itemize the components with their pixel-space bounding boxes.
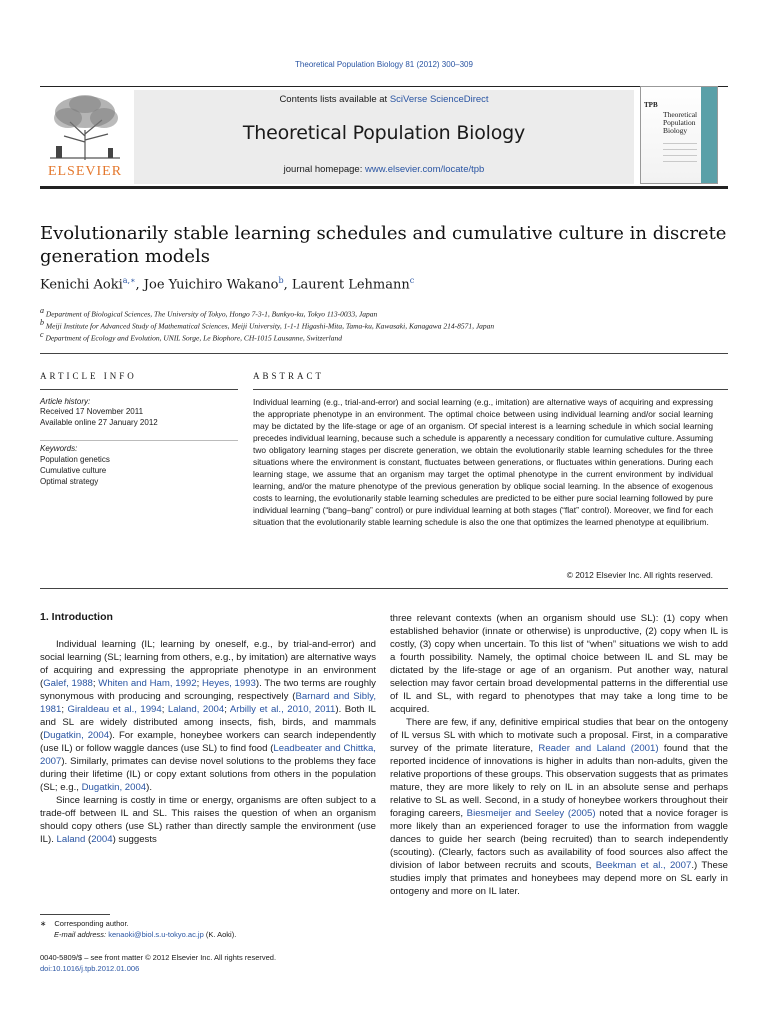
citation-link[interactable]: Arbilly et al., 2010, 2011 — [229, 704, 336, 715]
online-date: Available online 27 January 2012 — [40, 418, 158, 427]
header-rule-bottom — [40, 186, 728, 189]
cover-page — [640, 86, 718, 184]
copyright-notice: © 2012 Elsevier Inc. All rights reserved. — [566, 570, 713, 580]
keyword: Cumulative culture — [40, 466, 107, 475]
body-text: ; — [196, 678, 202, 689]
keyword: Optimal strategy — [40, 477, 99, 486]
affiliation-c — [40, 330, 730, 343]
body-text: ; — [61, 704, 68, 715]
body-column-right — [390, 612, 728, 898]
contents-prefix: Contents lists available at — [279, 94, 390, 105]
body-text: ). Similarly, primates can devise novel solutions to the problems they face during their lifetime (IL) or copy extant solutions from others in the population (SL; e.g., — [40, 756, 376, 793]
issn-line: 0040-5809/$ – see front matter © 2012 Elsevier Inc. All rights reserved. — [40, 953, 277, 962]
body-text: Since learning is costly in time or energy, organisms are often subject to a trade-off between IL and SL. This raises the question of when an organism should copy others (use SL) rather than directly sample the environment (use IL). — [40, 795, 376, 845]
elsevier-logo[interactable] — [40, 92, 130, 182]
body-text: Individual learning (IL; learning by oneself, e.g., by trial-and-error) and social learning (SL; learning from others, e.g., by imitation) are alternative ways of acquiring and expressing the appropriate phenotype in an environment ( — [40, 639, 376, 689]
citation-link[interactable]: 2004 — [91, 834, 113, 845]
cover-rule — [663, 143, 697, 144]
body-text: three relevant contexts (when an organism should use SL): (1) copy when established behavior (innate or otherwise) is unproductive, (2) copy when IL is costly, (3) copy when uncertain. To this list of “when” situations we wish to add a fourth possibility. Namely, the optimal choice between IL and SL may be dictated by the life-stage or age of an organism. Put another way, natural selection may favor certain broad developmental patterns in the differential use of IL and SL, with regard to phenotypes that may take a long time to be acquired. — [390, 613, 728, 715]
footnote — [40, 918, 376, 940]
affiliation-a — [40, 306, 730, 319]
citation-link[interactable]: Giraldeau et al., 1994 — [67, 704, 162, 715]
body-text: ; — [161, 704, 168, 715]
introduction-heading: 1. Introduction — [40, 611, 113, 623]
body-paragraph — [40, 794, 376, 846]
email-link[interactable]: kenaoki@biol.s.u-tokyo.ac.jp — [108, 930, 204, 939]
contents-line — [134, 94, 634, 105]
cover-color-band — [701, 87, 717, 183]
footnote-star: ∗ — [40, 919, 47, 928]
elsevier-tree-icon — [40, 92, 130, 162]
cover-abbrev: TPB — [644, 101, 658, 109]
body-text: There are few, if any, definitive empirical studies that bear on the ontogeny of IL versus SL with which to motivate such a proposal. First, in a comparative survey of the primate literature, — [390, 717, 728, 754]
body-text: ( — [85, 834, 92, 845]
body-column-left — [40, 638, 376, 846]
citation-link[interactable]: Heyes, 1993 — [201, 678, 256, 689]
citation-link[interactable]: Laland — [56, 834, 86, 845]
keyword: Population genetics — [40, 455, 110, 464]
homepage-prefix: journal homepage: — [283, 164, 365, 175]
body-text: ). — [146, 782, 153, 793]
author-affiliation-mark[interactable]: b — [278, 276, 284, 285]
body-text: ). Both IL and SL are widely distributed among insects, fish, birds, and mammals ( — [40, 704, 376, 741]
body-text: found that the reported incidence of innovations is higher in adults than non-adults, given the relative proportions of these groups. This observation suggests that as primates mature, they are more likely to rely on IL in an absolute sense and perhaps relative to SL as well. Second, in a study of honeybee workers throughout their foraging careers, — [390, 743, 728, 819]
author-separator: , — [283, 277, 292, 293]
email-label: E-mail address: — [54, 930, 109, 939]
journal-cover-thumbnail[interactable] — [640, 86, 726, 184]
footnote-rule — [40, 914, 110, 915]
body-paragraph — [40, 638, 376, 794]
affiliation-b — [40, 318, 730, 331]
article-info-rule — [40, 389, 238, 390]
article-info-divider — [40, 440, 238, 441]
author-list — [40, 276, 730, 292]
body-text: ). For example, honeybee workers can search independently (use IL) or follow waggle dances (use SL) to find food ( — [40, 730, 376, 754]
section-rule — [40, 353, 728, 354]
author-affiliation-mark[interactable]: c — [409, 276, 415, 285]
citation-link[interactable]: Biesmeijer and Seeley (2005) — [466, 808, 596, 819]
body-text: noted that a novice forager is more likely than an experienced forager to use the information from waggle dances to guide her search (being recruited) than to search independently (scouting). (Clearly, factors such as availability of food sources also affect the division of labor between recruits and scouts, — [390, 808, 728, 871]
affiliation-text: Department of Ecology and Evolution, UNIL Sorge, Le Biophore, CH-1015 Lausanne, Switzerland — [45, 333, 343, 343]
paper-title: Evolutionarily stable learning schedules and cumulative culture in discrete generation models — [40, 223, 727, 267]
journal-title: Theoretical Population Biology — [242, 122, 526, 144]
journal-homepage-link[interactable]: www.elsevier.com/locate/tpb — [365, 164, 485, 175]
abstract-heading: ABSTRACT — [253, 371, 325, 381]
corresponding-author-label: Corresponding author. — [54, 919, 129, 928]
citation-link[interactable]: Beekman et al., 2007 — [595, 860, 692, 871]
email-suffix: (K. Aoki). — [203, 930, 237, 939]
cover-rule — [663, 149, 697, 150]
cover-rule — [663, 161, 697, 162]
body-text: ). The two terms are roughly synonymous with producing and scrounging, respectively ( — [40, 678, 376, 702]
abstract-rule — [253, 389, 728, 390]
journal-homepage-line — [134, 164, 634, 175]
keywords-label: Keywords: — [40, 444, 78, 453]
author-affiliation-mark[interactable]: a,∗ — [122, 276, 136, 285]
citation-link[interactable]: Leadbeater and Chittka, 2007 — [40, 743, 376, 767]
received-date: Received 17 November 2011 — [40, 407, 144, 416]
affiliation-mark: c — [40, 330, 44, 339]
affiliation-text: Meiji Institute for Advanced Study of Mathematical Sciences, Meiji University, 1-1-1 Higashi-Mita, Tama-ku, Kawasaki, Kanagawa 214-8571, Japan — [45, 321, 495, 331]
citation-link[interactable]: Galef, 1988 — [43, 678, 93, 689]
abstract-text: Individual learning (e.g., trial-and-error) and social learning (e.g., imitation) are alternative ways of acquiring and expressing the appropriate phenotype in an environment. The optimal choice between using individual learning and/or social learning may be dictated by the life-stage or age of an organism. Of special interest is a learning schedule in which social learning precedes individual learning, because such a schedule is apparently a necessary condition for cumulative culture. Assuming two obligatory learning stages per discrete generation, we obtain the evolutionarily stable learning schedules for the three situations where the environment is constant, fluctuates between generations, or fluctuates within generations. During each learning stage, we assume that an organism may target the optimal phenotype in the current environment by individual learning, and/or the mature phenotype of the previous generation by oblique social learning. In the absence of exogenous costs to learning, the evolutionarily stable learning schedules are predicted to be either pure social learning followed by pure individual learning (“bang–bang” control) or pure individual learning at both stages (“flat” control). Moreover, we find for each situation that the evolutionarily stable learning schedule is also the one that optimizes the learned phenotype at equilibrium. — [253, 397, 713, 527]
header-rule-top — [40, 86, 728, 87]
author-separator: , — [135, 277, 144, 293]
body-paragraph — [390, 612, 728, 716]
citation-link[interactable]: Whiten and Ham, 1992 — [98, 678, 197, 689]
affiliation-text: Department of Biological Sciences, The University of Tokyo, Hongo 7-3-1, Bunkyo-ku, Tokyo 113-0033, Japan — [45, 309, 378, 319]
article-history-label: Article history: — [40, 397, 91, 406]
section-rule — [40, 588, 728, 589]
cover-rule — [663, 155, 697, 156]
citation-link[interactable]: Dugatkin, 2004 — [43, 730, 110, 741]
front-matter-meta — [40, 952, 376, 974]
sciencedirect-link[interactable]: SciVerse ScienceDirect — [389, 94, 489, 105]
author-name: Joe Yuichiro Wakano — [143, 277, 279, 293]
body-text: ) suggests — [112, 834, 157, 845]
journal-citation[interactable]: Theoretical Population Biology 81 (2012) 300–309 — [295, 60, 473, 69]
cover-title: Theoretical Population Biology — [663, 110, 698, 135]
citation-link[interactable]: Laland, 2004 — [167, 704, 225, 715]
body-text: ; — [224, 704, 230, 715]
affiliation-mark: b — [40, 318, 44, 327]
citation-link[interactable]: Barnard and Sibly, 1981 — [40, 691, 376, 715]
publisher-logo-text: ELSEVIER — [47, 164, 123, 179]
body-text: .) These studies imply that primates and honeybees may depend more on SL early in ontogeny and more on IL later. — [390, 860, 728, 897]
doi-link[interactable]: doi:10.1016/j.tpb.2012.01.006 — [40, 964, 140, 973]
email-line — [40, 929, 376, 940]
affiliation-mark: a — [40, 306, 44, 315]
corresponding-author-note — [40, 918, 376, 929]
body-text: ; — [92, 678, 99, 689]
citation-link[interactable]: Reader and Laland (2001) — [538, 743, 659, 754]
article-info-heading: ARTICLE INFO — [40, 371, 137, 381]
body-paragraph — [390, 716, 728, 898]
citation-link[interactable]: Dugatkin, 2004 — [81, 782, 147, 793]
author-name: Laurent Lehmann — [291, 277, 410, 293]
author-name: Kenichi Aoki — [40, 277, 123, 293]
